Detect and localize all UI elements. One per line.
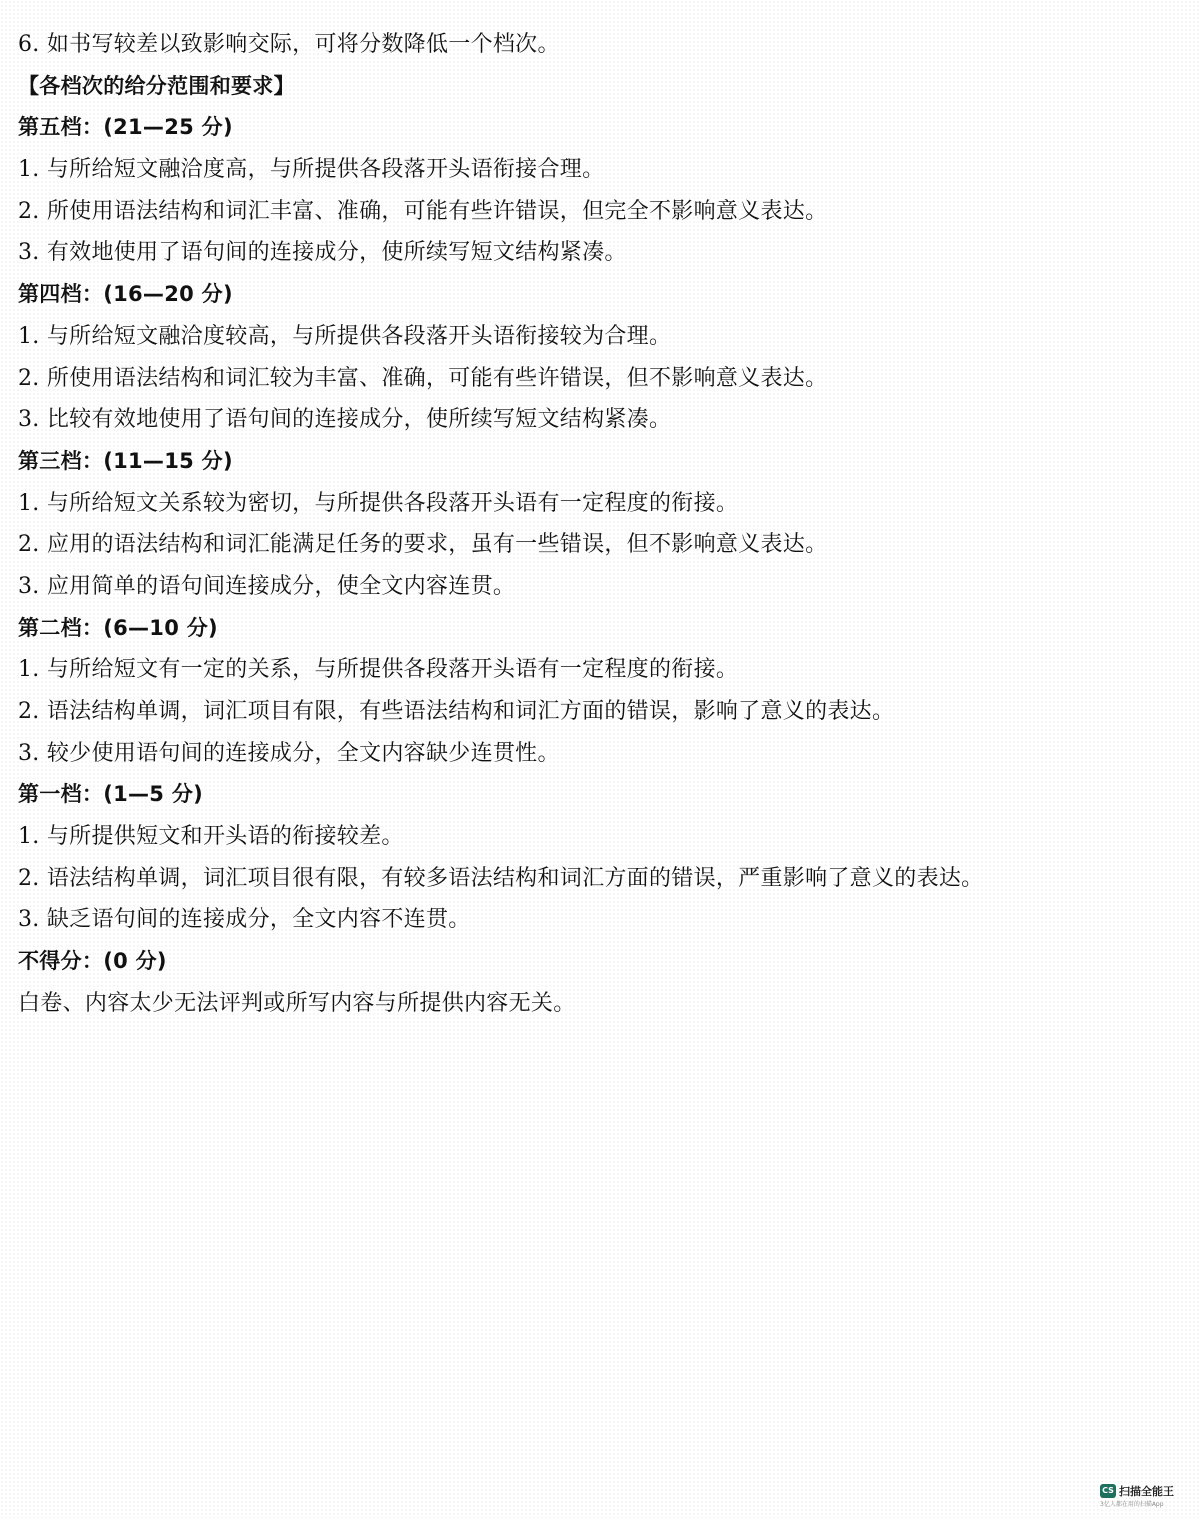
- level-1-item-3: 3. 缺乏语句间的连接成分，全文内容不连贯。: [18, 907, 471, 933]
- document-page: [18, 24, 1178, 1025]
- level-0-item: 白卷、内容太少无法评判或所写内容与所提供内容无关。: [18, 990, 576, 1016]
- scanner-watermark: [1100, 1482, 1178, 1508]
- level-1-item-2: 2. 语法结构单调，词汇项目很有限，有较多语法结构和词汇方面的错误，严重影响了意义的表达。: [18, 865, 984, 891]
- text-line-1: 6. 如书写较差以致影响交际，可将分数降低一个档次。: [18, 32, 560, 57]
- level-2-item-2: 2. 语法结构单调，词汇项目有限，有些语法结构和词汇方面的错误，影响了意义的表达。: [18, 699, 895, 724]
- level-1-heading: 第一档：(1—5 分): [18, 782, 204, 807]
- level-0-heading: 不得分：(0 分): [18, 949, 167, 974]
- level-4-item-1: 1. 与所给短文融洽度较高，与所提供各段落开头语衔接较为合理。: [18, 323, 672, 349]
- watermark-subtitle: 3亿人都在用的扫描App: [1100, 1501, 1164, 1508]
- level-5-item-1: 1. 与所给短文融洽度高，与所提供各段落开头语衔接合理。: [18, 157, 605, 183]
- watermark-title: 扫描全能王: [1119, 1485, 1174, 1498]
- level-5-item-3: 3. 有效地使用了语句间的连接成分，使所续写短文结构紧凑。: [18, 240, 627, 266]
- level-3-item-2: 2. 应用的语法结构和词汇能满足任务的要求，虽有一些错误，但不影响意义表达。: [18, 532, 828, 558]
- level-3-heading: 第三档：(11—15 分): [18, 448, 233, 473]
- level-4-item-2: 2. 所使用语法结构和词汇较为丰富、准确，可能有些许错误，但不影响意义表达。: [18, 365, 828, 391]
- section-heading: 【各档次的给分范围和要求】: [18, 73, 295, 98]
- level-1-item-1: 1. 与所提供短文和开头语的衔接较差。: [18, 824, 404, 850]
- level-4-item-3: 3. 比较有效地使用了语句间的连接成分，使所续写短文结构紧凑。: [18, 407, 672, 433]
- level-5-heading: 第五档：(21—25 分): [18, 115, 233, 140]
- level-2-item-1: 1. 与所给短文有一定的关系，与所提供各段落开头语有一定程度的衔接。: [18, 657, 739, 683]
- level-2-heading: 第二档：(6—10 分): [18, 615, 218, 640]
- level-3-item-3: 3. 应用简单的语句间连接成分，使全文内容连贯。: [18, 573, 516, 599]
- camscanner-logo-icon: CS: [1100, 1484, 1116, 1498]
- level-3-item-1: 1. 与所给短文关系较为密切，与所提供各段落开头语有一定程度的衔接。: [18, 490, 739, 516]
- level-5-item-2: 2. 所使用语法结构和词汇丰富、准确，可能有些许错误，但完全不影响意义表达。: [18, 198, 828, 224]
- level-4-heading: 第四档：(16—20 分): [18, 282, 233, 307]
- level-2-item-3: 3. 较少使用语句间的连接成分，全文内容缺少连贯性。: [18, 740, 560, 766]
